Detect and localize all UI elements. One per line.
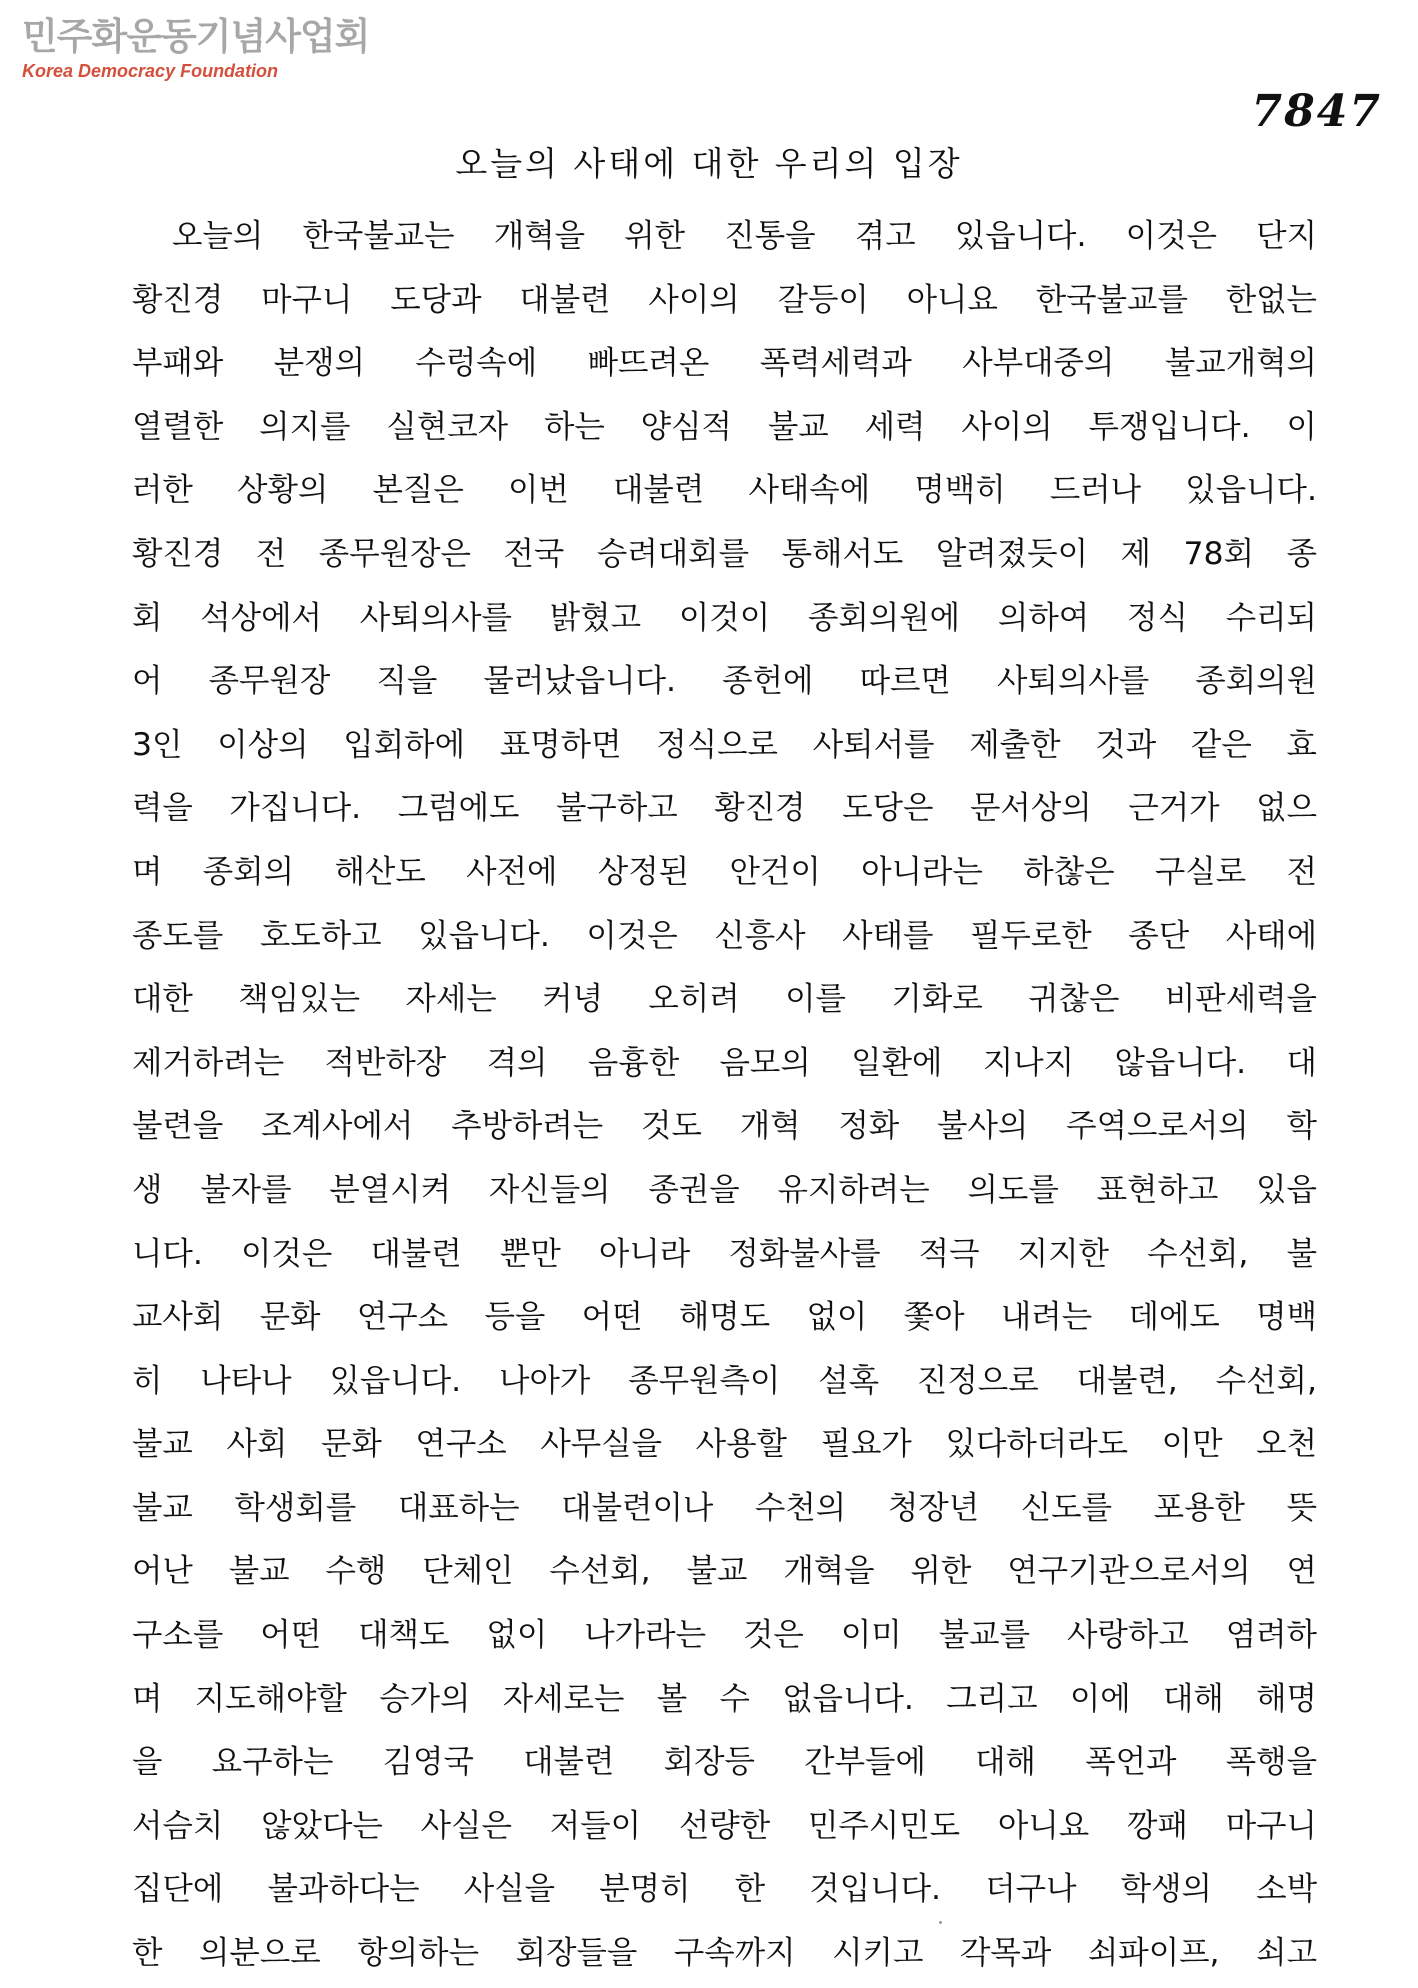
text-line: 히 나타나 있읍니다. 나아가 종무원측이 설혹 진정으로 대불련, 수선회,	[132, 1362, 1317, 1399]
watermark-korean-text: 민주화운동기념사업회	[22, 15, 370, 58]
text-line: 집단에 불과하다는 사실을 분명히 한 것입니다. 더구나 학생의 소박	[132, 1871, 1317, 1908]
page-number: 7847	[1251, 86, 1382, 137]
text-line: 부패와 분쟁의 수렁속에 빠뜨려온 폭력세력과 사부대중의 불교개혁의	[132, 345, 1317, 382]
text-line: 한 의분으로 항의하는 회장들을 구속까지 시키고 각목과 쇠파이프, 쇠고	[132, 1935, 1317, 1972]
text-line: 회 석상에서 사퇴의사를 밝혔고 이것이 종회의원에 의하여 정식 수리되	[132, 599, 1317, 636]
text-line: 니다. 이것은 대불련 뿐만 아니라 정화불사를 적극 지지한 수선회, 불	[132, 1235, 1317, 1272]
text-line: 며 지도해야할 승가의 자세로는 볼 수 없읍니다. 그리고 이에 대해 해명	[132, 1680, 1317, 1717]
text-line: 제거하려는 적반하장 격의 음흉한 음모의 일환에 지나지 않읍니다. 대	[132, 1044, 1317, 1081]
watermark-english-text: Korea Democracy Foundation	[22, 61, 279, 81]
text-line: 생 불자를 분열시켜 자신들의 종권을 유지하려는 의도를 표현하고 있읍	[132, 1171, 1317, 1208]
text-line: 어 종무원장 직을 물러났읍니다. 종헌에 따르면 사퇴의사를 종회의원	[132, 663, 1317, 700]
document-body	[132, 205, 1317, 1986]
text-line: 황진경 전 종무원장은 전국 승려대회를 통해서도 알려졌듯이 제 78회 종	[132, 535, 1317, 572]
text-line: 3인 이상의 입회하에 표명하면 정식으로 사퇴서를 제출한 것과 같은 효	[132, 726, 1317, 763]
text-line: 종도를 호도하고 있읍니다. 이것은 신흥사 사태를 필두로한 종단 사태에	[132, 917, 1317, 954]
text-line: 대한 책임있는 자세는 커녕 오히려 이를 기화로 귀찮은 비판세력을	[132, 981, 1317, 1018]
text-line: 력을 가집니다. 그럼에도 불구하고 황진경 도당은 문서상의 근거가 없으	[132, 790, 1317, 827]
text-line: 불련을 조계사에서 추방하려는 것도 개혁 정화 불사의 주역으로서의 학	[132, 1108, 1317, 1145]
document-title: 오늘의 사태에 대한 우리의 입장	[455, 144, 963, 183]
text-line: 구소를 어떤 대책도 없이 나가라는 것은 이미 불교를 사랑하고 염려하	[132, 1617, 1317, 1654]
text-line: 황진경 마구니 도당과 대불련 사이의 갈등이 아니요 한국불교를 한없는	[132, 281, 1317, 318]
watermark-logo	[22, 14, 370, 82]
scan-speck	[939, 1921, 942, 1924]
text-line: 불교 사회 문화 연구소 사무실을 사용할 필요가 있다하더라도 이만 오천	[132, 1426, 1317, 1463]
text-line: 러한 상황의 본질은 이번 대불련 사태속에 명백히 드러나 있읍니다.	[132, 472, 1317, 509]
text-line: 불교 학생회를 대표하는 대불련이나 수천의 청장년 신도를 포용한 뜻	[132, 1489, 1317, 1526]
text-line: 을 요구하는 김영국 대불련 회장등 간부들에 대해 폭언과 폭행을	[132, 1744, 1317, 1781]
text-line: 교사회 문화 연구소 등을 어떤 해명도 없이 쫓아 내려는 데에도 명백	[132, 1299, 1317, 1336]
text-line: 어난 불교 수행 단체인 수선회, 불교 개혁을 위한 연구기관으로서의 연	[132, 1553, 1317, 1590]
text-line: 서슴치 않았다는 사실은 저들이 선량한 민주시민도 아니요 깡패 마구니	[132, 1807, 1317, 1844]
text-line: 며 종회의 해산도 사전에 상정된 안건이 아니라는 하찮은 구실로 전	[132, 853, 1317, 890]
text-line: 열렬한 의지를 실현코자 하는 양심적 불교 세력 사이의 투쟁입니다. 이	[132, 408, 1317, 445]
text-line: 오늘의 한국불교는 개혁을 위한 진통을 겪고 있읍니다. 이것은 단지	[172, 218, 1317, 254]
